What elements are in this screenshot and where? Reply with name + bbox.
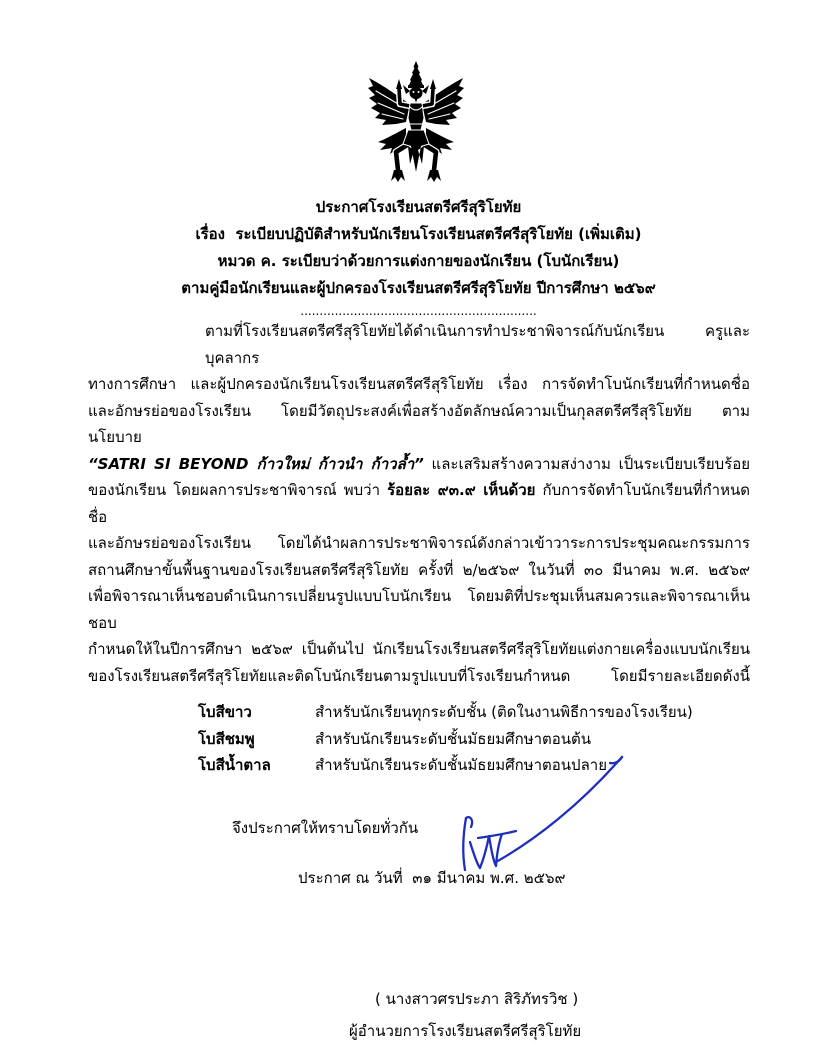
signature-stroke: [463, 818, 466, 870]
body-text: และอักษรย่อของโรงเรียน โดยมีวัตถุประสงค์เพื่อสร้างอัตลักษณ์ความเป็นกุลสตรีศรีสุริโยทัย ตามนโยบาย: [88, 401, 750, 446]
body-line: [88, 477, 750, 530]
body-line: [88, 451, 750, 478]
ribbon-item-white: [198, 699, 798, 726]
header-separator: ..............................................................: [300, 304, 537, 318]
announcement-date: ประกาศ ณ วันที่ ๓๑ มีนาคม พ.ศ. ๒๕๖๙: [298, 869, 566, 887]
signature-stroke: [466, 817, 472, 827]
signature-flourish: [496, 757, 622, 862]
body-text: กำหนดให้ในปีการศึกษา ๒๕๖๙ เป็นต้นไป นักเรียนโรงเรียนสตรีศรีสุริโยทัยแต่งกายเครื่องแบบนักเรียน: [88, 640, 750, 658]
body-text: สถานศึกษาขั้นพื้นฐานของโรงเรียนสตรีศรีสุริโยทัย ครั้งที่ ๒/๒๕๖๙ ในวันที่ ๓๐ มีนาคม พ.ศ. ๒๕๖๙: [88, 560, 750, 579]
signature-stroke: [470, 834, 502, 868]
body-text: ทางการศึกษา และผู้ปกครองนักเรียนโรงเรียนสตรีศรีสุริโยทัย เรื่อง การจัดทำโบนักเรียนที่กำหนดชื่อ: [88, 375, 750, 393]
announcement-title: ประกาศโรงเรียนสตรีศรีสุริโยทัย: [315, 198, 522, 216]
body-line: [88, 583, 750, 636]
body-text: ของโรงเรียนสตรีศรีสุริโยทัยและติดโบนักเรียนตามรูปแบบที่โรงเรียนกำหนด โดยมีรายละเอียดดังนี้: [88, 666, 750, 685]
director-signature: [450, 745, 635, 880]
body-text: ของนักเรียน โดยผลการประชาพิจารณ์ พบว่า: [88, 481, 388, 499]
ribbon-label: โบสีขาว: [198, 703, 252, 721]
body-line: [88, 398, 750, 451]
body-text: ตามที่โรงเรียนสตรีศรีสุริโยทัยได้ดำเนินการทำประชาพิจารณ์กับนักเรียน ครูและบุคลากร: [205, 322, 750, 367]
signature-stroke: [478, 831, 516, 838]
body-text: เพื่อพิจารณาเห็นชอบดำเนินการเปลี่ยนรูปแบบโบนักเรียน โดยมติที่ประชุมเห็นสมควรและพิจารณาเห็นชอบ: [88, 587, 750, 632]
ribbon-label: โบสีน้ำตาล: [198, 756, 271, 774]
ribbon-description: สำหรับนักเรียนระดับชั้นมัธยมศึกษาตอนปลาย: [315, 756, 607, 774]
signatory-name: ( นางสาวศรประภา สิริภัทรวิช ): [375, 990, 579, 1008]
body-text: และเสริมสร้างความสง่างาม เป็นระเบียบเรียบร้อย: [423, 454, 750, 473]
announcement-header: [0, 194, 837, 317]
body-line: [88, 530, 750, 557]
announcement-reference: ตามคู่มือนักเรียนและผู้ปกครองโรงเรียนสตรีศรีสุริโยทัย ปีการศึกษา ๒๕๖๙: [181, 279, 656, 297]
body-text: กับการจัดทำโบนักเรียนที่กำหนดชื่อ: [88, 481, 750, 526]
body-text: และอักษรย่อของโรงเรียน โดยได้นำผลการประชาพิจารณ์ดังกล่าวเข้าวาระการประชุมคณะกรรมการ: [88, 534, 750, 552]
announcement-subject: เรื่อง ระเบียบปฏิบัติสำหรับนักเรียนโรงเรียนสตรีศรีสุริโยทัย (เพิ่มเติม): [195, 225, 642, 243]
ribbon-description: สำหรับนักเรียนระดับชั้นมัธยมศึกษาตอนต้น: [315, 729, 592, 748]
body-line: [88, 663, 750, 690]
body-line: [88, 636, 750, 663]
announcement-category: หมวด ค. ระเบียบว่าด้วยการแต่งกายของนักเรียน (โบนักเรียน): [217, 252, 620, 270]
closing-statement: จึงประกาศให้ทราบโดยทั่วกัน: [232, 818, 419, 837]
signature-stroke: [610, 757, 622, 763]
signatory-position: ผู้อำนวยการโรงเรียนสตรีศรีสุริโยทัย: [349, 1022, 582, 1040]
body-line: [88, 557, 750, 584]
ribbon-description: สำหรับนักเรียนทุกระดับชั้น (ติดในงานพิธีการของโรงเรียน): [315, 703, 693, 721]
body-line: [88, 371, 750, 398]
announcement-body: [88, 318, 750, 689]
survey-result: ร้อยละ ๙๓.๙ เห็นด้วย: [387, 481, 536, 499]
ribbon-label: โบสีชมพู: [198, 729, 255, 748]
policy-slogan: “SATRI SI BEYOND ก้าวใหม่ ก้าวนำ ก้าวล้ำ”: [88, 454, 424, 473]
body-line: [88, 318, 750, 371]
